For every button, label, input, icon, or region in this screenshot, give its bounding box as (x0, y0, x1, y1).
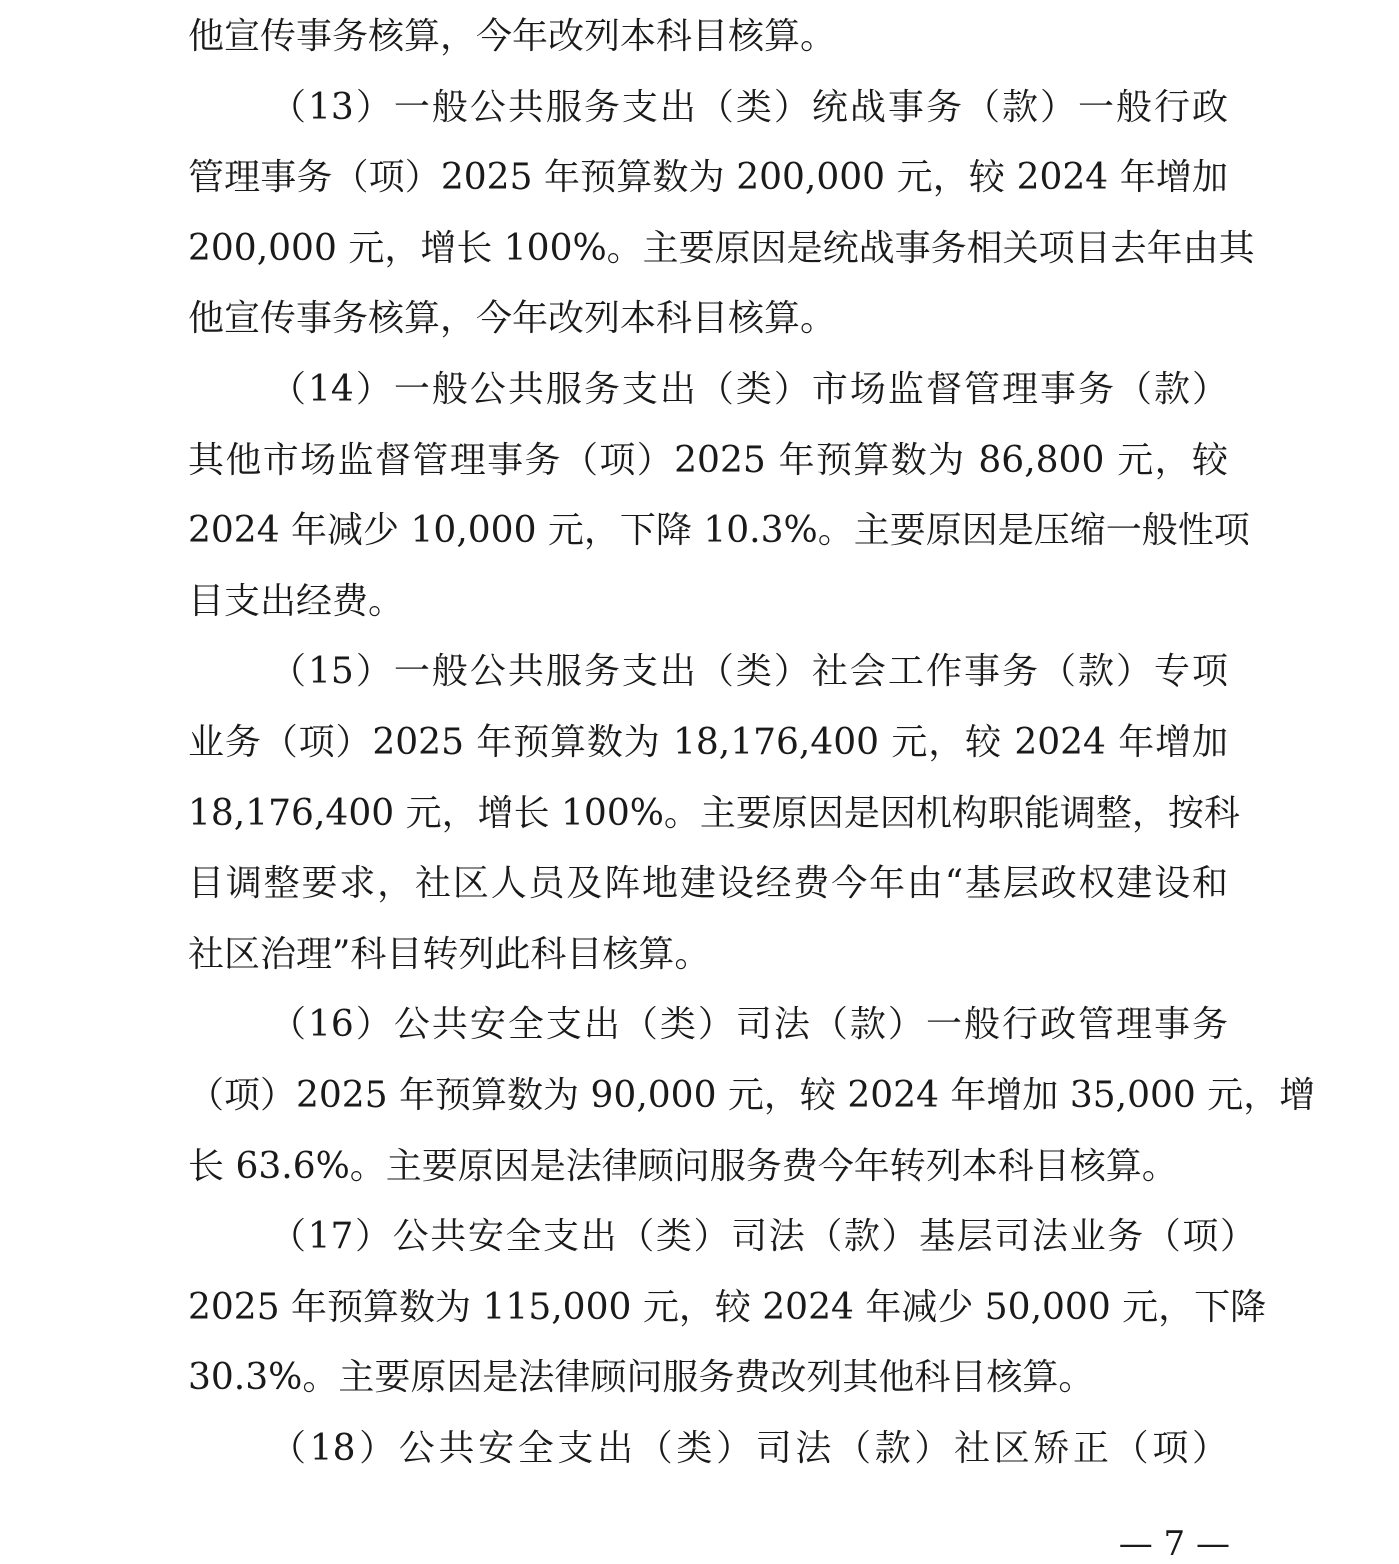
paragraph-17-start: （17）公共安全支出（类）司法（款）基层司法业务（项） (270, 1216, 1256, 1258)
paragraph-18-start: （18）公共安全支出（类）司法（款）社区矫正（项） (270, 1427, 1228, 1469)
text-line: 他宣传事务核算，今年改列本科目核算。 (188, 16, 837, 57)
page-number: — 7 — (1118, 1524, 1230, 1564)
text-line: 2025 年预算数为 115,000 元，较 2024 年减少 50,000 元，下降 (188, 1286, 1267, 1328)
document-body (188, 2, 1316, 1484)
text-line: 长 63.6%。主要原因是法律顾问服务费今年转列本科目核算。 (188, 1145, 1178, 1187)
text-line: 目调整要求，社区人员及阵地建设经费今年由“基层政权建设和 (188, 863, 1228, 905)
paragraph-13-start: （13）一般公共服务支出（类）统战事务（款）一般行政 (270, 86, 1228, 128)
text-line: 2024 年减少 10,000 元，下降 10.3%。主要原因是压缩一般性项 (188, 510, 1250, 552)
text-line: 社区治理”科目转列此科目核算。 (188, 933, 711, 975)
text-line: 他宣传事务核算，今年改列本科目核算。 (188, 298, 837, 340)
text-line: 管理事务（项）2025 年预算数为 200,000 元，较 2024 年增加 (188, 157, 1228, 199)
text-line: 目支出经费。 (188, 580, 405, 622)
text-line: 200,000 元，增长 100%。主要原因是统战事务相关项目去年由其 (188, 227, 1255, 269)
text-line: 30.3%。主要原因是法律顾问服务费改列其他科目核算。 (188, 1357, 1095, 1399)
paragraph-14-start: （14）一般公共服务支出（类）市场监督管理事务（款） (270, 368, 1228, 410)
paragraph-15-start: （15）一般公共服务支出（类）社会工作事务（款）专项 (270, 651, 1228, 693)
text-line: （项）2025 年预算数为 90,000 元，较 2024 年增加 35,000 元，增 (188, 1074, 1316, 1116)
paragraph-16-start: （16）公共安全支出（类）司法（款）一般行政管理事务 (270, 1004, 1228, 1046)
text-line: 18,176,400 元，增长 100%。主要原因是因机构职能调整，按科 (188, 792, 1240, 834)
text-line: 其他市场监督管理事务（项）2025 年预算数为 86,800 元，较 (188, 439, 1228, 481)
text-line: 业务（项）2025 年预算数为 18,176,400 元，较 2024 年增加 (188, 721, 1228, 763)
